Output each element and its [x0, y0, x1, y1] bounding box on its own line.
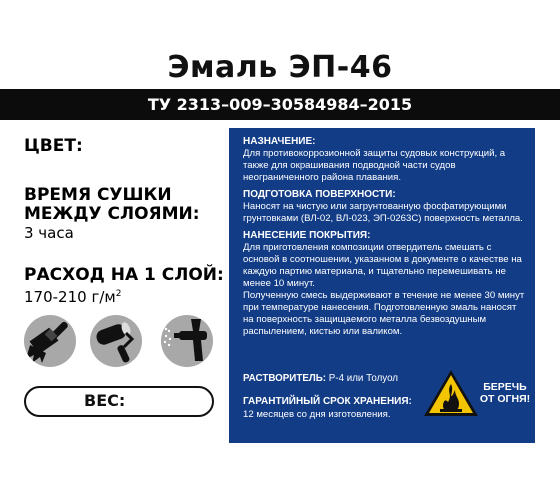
shelf-life-text: 12 месяцев со дня изготовления. — [243, 409, 391, 420]
shelf-life-heading: ГАРАНТИЙНЫЙ СРОК ХРАНЕНИЯ: — [243, 396, 412, 407]
consumption-label: РАСХОД НА 1 СЛОЙ: — [24, 265, 224, 285]
apply-text-1: Для приготовления композиции отвердитель смешать с основой в соотношении, указанном в документе о качестве на каждую партию материала, и тщательно перемешивать не менее 10 минут. — [243, 242, 522, 289]
purpose-text: Для противокоррозионной защиты судовых конструкций, а также для окрашивания подводной части судов неограниченного района плавания. — [243, 148, 506, 183]
spec-bar: ТУ 2313–009–30584984–2015 — [0, 89, 560, 120]
roller-icon — [90, 315, 142, 367]
surface-text: Наносят на чистую или загрунтованную фосфатирующими грунтовками (ВЛ-02, ВЛ-023, ЭП-0263С) поверхность металла. — [243, 201, 523, 224]
surface-heading: ПОДГОТОВКА ПОВЕРХНОСТИ: — [243, 189, 396, 200]
info-panel — [229, 128, 535, 443]
consumption-number: 170-210 г/м — [24, 288, 116, 306]
surface-section — [243, 189, 525, 225]
consumption-value — [24, 285, 121, 306]
drying-time-label: ВРЕМЯ СУШКИ МЕЖДУ СЛОЯМИ: — [24, 185, 200, 224]
purpose-heading: НАЗНАЧЕНИЕ: — [243, 136, 316, 147]
brush-icon — [24, 315, 76, 367]
consumption-unit-sup: 2 — [115, 289, 122, 299]
spray-gun-icon — [161, 315, 213, 367]
solvent-line — [243, 373, 398, 384]
apply-text-2: Полученную смесь выдерживают в течение не менее 30 минут при температуре нанесения. Подготовленную эмаль наносят на поверхность защищаемого металла безвоздушным распылением, кистью или валиком. — [243, 290, 525, 337]
product-title: Эмаль ЭП-46 — [167, 50, 393, 85]
color-label: ЦВЕТ: — [24, 136, 83, 156]
apply-heading: НАНЕСЕНИЕ ПОКРЫТИЯ: — [243, 230, 371, 241]
weight-field: ВЕС: — [24, 386, 214, 417]
solvent-heading: РАСТВОРИТЕЛЬ: — [243, 373, 327, 384]
flammable-warning-icon — [422, 368, 480, 418]
purpose-section — [243, 136, 525, 184]
apply-section — [243, 230, 525, 338]
solvent-text: Р-4 или Толуол — [326, 373, 399, 384]
drying-time-value: 3 часа — [24, 224, 74, 242]
fire-warning-text: БЕРЕЧЬ ОТ ОГНЯ! — [479, 381, 531, 405]
